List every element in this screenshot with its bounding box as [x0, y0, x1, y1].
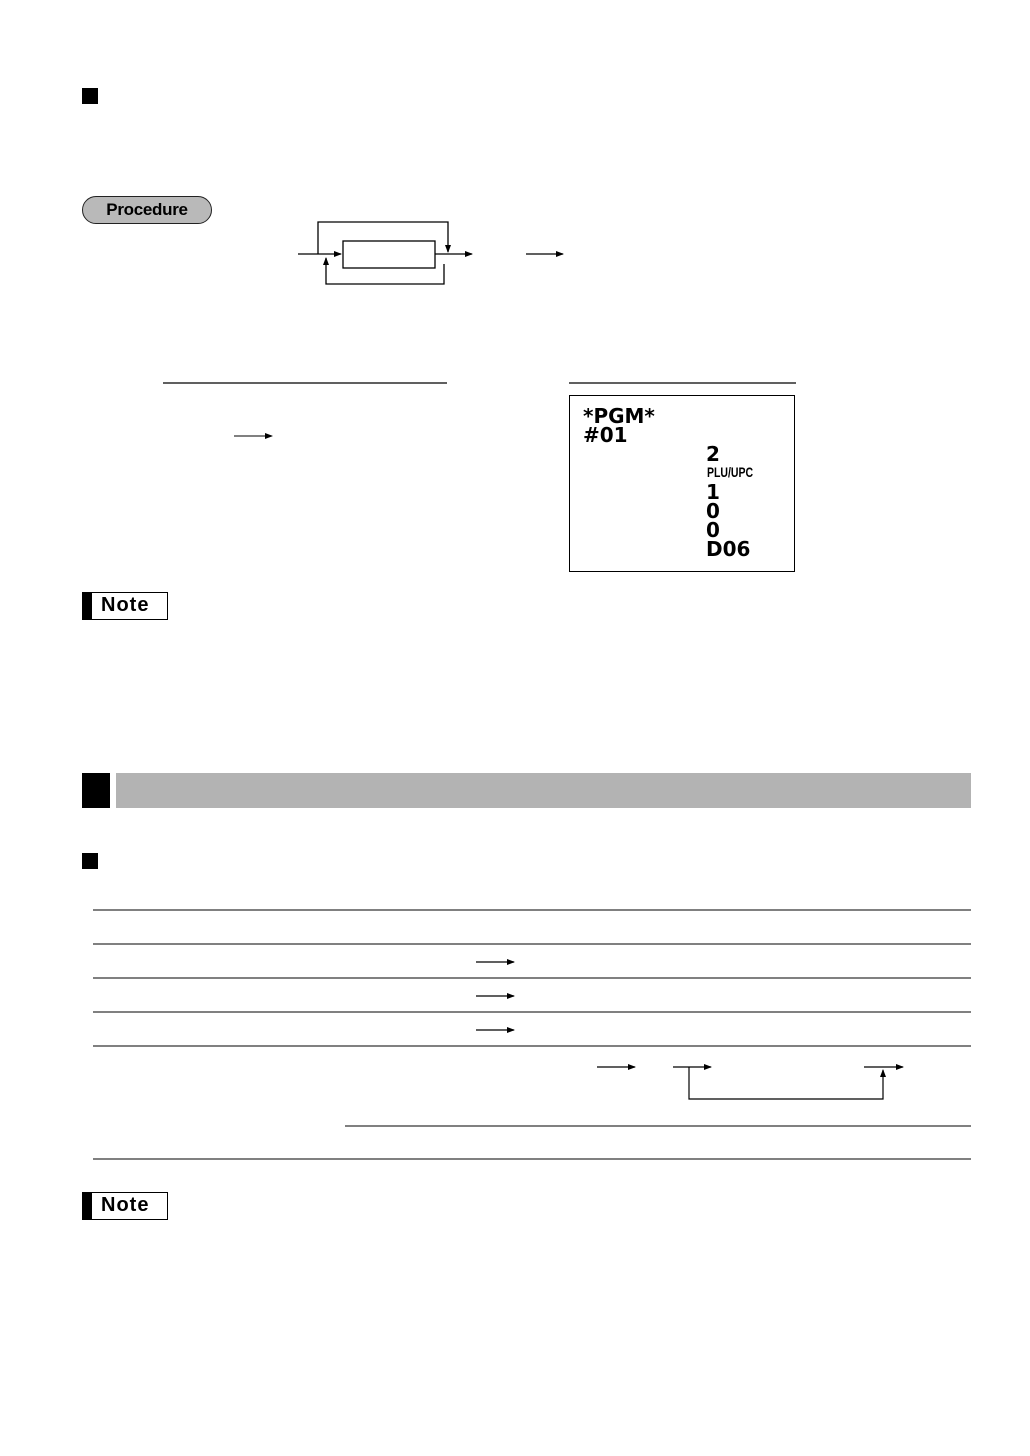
note-badge — [82, 592, 168, 620]
note-bar — [83, 1193, 92, 1219]
receipt-print — [569, 395, 795, 572]
receipt-line-number: #01 — [583, 423, 628, 447]
note-bar — [83, 593, 92, 619]
note-label: Note — [101, 594, 150, 616]
note-badge — [82, 1192, 168, 1220]
receipt-line-type: PLU/UPC — [707, 464, 754, 480]
section-bullet-2 — [82, 853, 98, 869]
receipt-line-mode: *PGM* — [583, 404, 655, 428]
receipt-line-value: 0 — [706, 499, 720, 523]
receipt-line-value: 1 — [706, 480, 720, 504]
procedure-flow — [298, 222, 563, 284]
note-label: Note — [101, 1194, 150, 1216]
receipt-line-value: 2 — [706, 442, 720, 466]
receipt-line-value: 0 — [706, 518, 720, 542]
table-rules — [93, 910, 971, 1159]
section-header-bar — [82, 773, 971, 808]
section-title-band — [116, 773, 971, 808]
section-number-block — [82, 773, 110, 808]
procedure-label: Procedure — [106, 200, 188, 219]
table-arrows — [476, 962, 903, 1099]
receipt-line-department: D06 — [706, 537, 751, 561]
key-box — [343, 241, 435, 268]
